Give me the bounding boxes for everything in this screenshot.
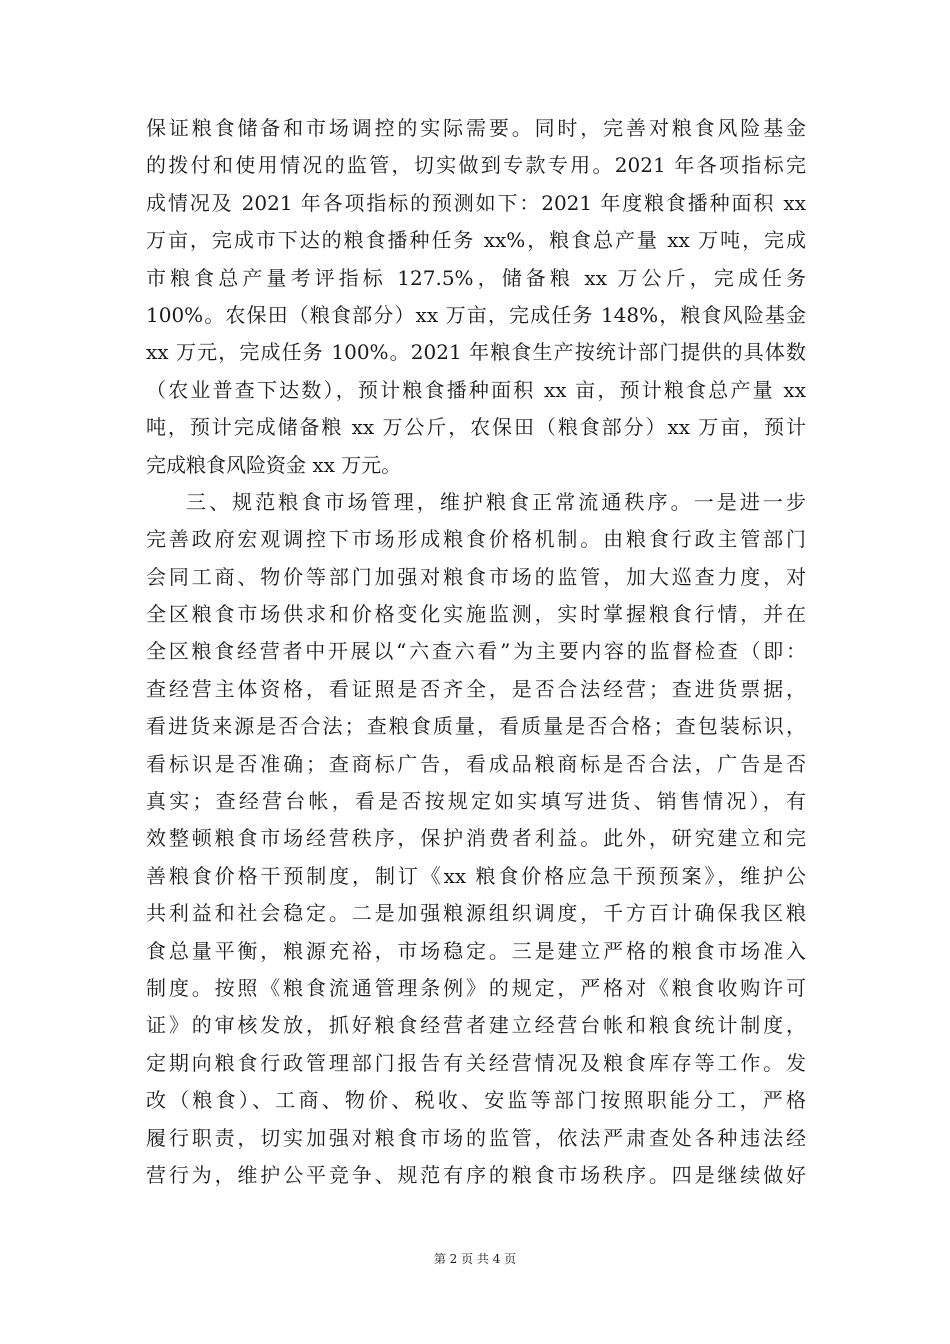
text-line: 万亩，完成市下达的粮食播种任务 xx%，粮食总产量 xx 万吨，完成 [146, 228, 806, 253]
page-number-footer: 第 2 页 共 4 页 [433, 1252, 517, 1266]
text-line: 会同工商、物价等部门加强对粮食市场的监管，加大巡查力度，对 [146, 564, 806, 589]
text-line: 保证粮食储备和市场调控的实际需要。同时，完善对粮食风险基金 [146, 116, 806, 140]
text-line: 看标识是否准确；查商标广告，看成品粮商标是否合法，广告是否 [146, 751, 806, 776]
text-line: 营行为，维护公平竞争、规范有序的粮食市场秩序。四是继续做好 [146, 1162, 806, 1187]
text-line: 全区粮食经营者中开展以“六查六看”为主要内容的监督检查（即： [146, 639, 806, 664]
text-line: 制度。按照《粮食流通管理条例》的规定，严格对《粮食收购许可 [146, 975, 806, 1000]
text-line: （农业普查下达数），预计粮食播种面积 xx 亩，预计粮食总产量 xx [146, 377, 806, 402]
text-line: 吨，预计完成储备粮 xx 万公斤，农保田（粮食部分）xx 万亩，预计 [146, 415, 806, 440]
text-line: 效整顿粮食市场经营秩序，保护消费者利益。此外，研究建立和完 [146, 826, 806, 851]
text-line: 定期向粮食行政管理部门报告有关经营情况及粮食库存等工作。发 [146, 1050, 806, 1075]
text-line: 100%。农保田（粮食部分）xx 万亩，完成任务 148%，粮食风险基金 [146, 302, 806, 327]
text-line: 履行职责，切实加强对粮食市场的监管，依法严肃查处各种违法经 [146, 1125, 806, 1150]
text-line: 完成粮食风险资金 xx 万元。 [146, 452, 402, 477]
text-line: 成情况及 2021 年各项指标的预测如下：2021 年度粮食播种面积 xx [146, 190, 806, 215]
text-line: 的拨付和使用情况的监管，切实做到专款专用。2021 年各项指标完 [146, 153, 806, 178]
paragraph-1 [146, 110, 806, 484]
text-line: 查经营主体资格，看证照是否齐全，是否合法经营；查进货票据， [146, 676, 806, 701]
text-line: 看进货来源是否合法；查粮食质量，看质量是否合格；查包装标识， [146, 714, 806, 739]
text-line: 真实；查经营台帐，看是否按规定如实填写进货、销售情况），有 [146, 789, 806, 814]
text-line: xx 万元，完成任务 100%。2021 年粮食生产按统计部门提供的具体数 [146, 340, 806, 365]
text-line: 证》的审核发放，抓好粮食经营者建立经营台帐和粮食统计制度， [146, 1013, 806, 1038]
text-line: 共利益和社会稳定。二是加强粮源组织调度，千方百计确保我区粮 [146, 901, 806, 926]
text-line: 善粮食价格干预制度，制订《xx 粮食价格应急干预预案》，维护公 [146, 863, 806, 888]
text-line: 改（粮食）、工商、物价、税收、安监等部门按照职能分工，严格 [146, 1088, 806, 1113]
text-line: 市粮食总产量考评指标 127.5%，储备粮 xx 万公斤，完成任务 [146, 265, 806, 290]
text-line: 完善政府宏观调控下市场形成粮食价格机制。由粮食行政主管部门 [146, 527, 806, 552]
text-line: 食总量平衡，粮源充裕，市场稳定。三是建立严格的粮食市场准入 [146, 938, 806, 963]
paragraph-2 [146, 484, 806, 1194]
text-line: 三、规范粮食市场管理，维护粮食正常流通秩序。一是进一步 [186, 489, 806, 514]
text-line: 全区粮食市场供求和价格变化实施监测，实时掌握粮食行情，并在 [146, 602, 806, 627]
document-body [146, 110, 806, 1194]
